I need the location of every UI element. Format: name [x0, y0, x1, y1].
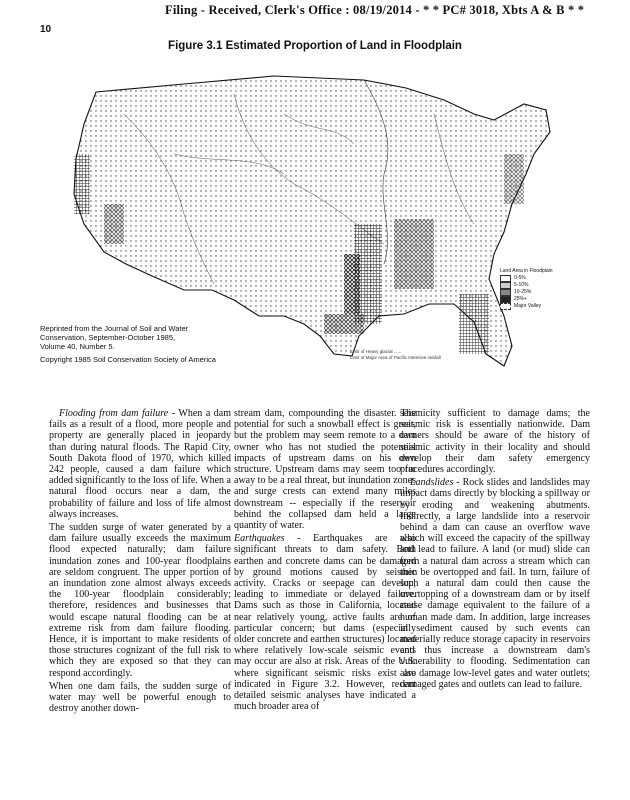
legend-item: 0-5%	[500, 275, 580, 282]
credit-line: Volume 40, Number 5.	[40, 342, 115, 351]
legend-item: Major Valley	[500, 303, 580, 310]
legend-item: 10-25%	[500, 289, 580, 296]
paragraph: Earthquakes - Earthquakes are also significant threats to dam safety. Both earthen and concrete dams can be damaged by ground motions caused by seismic activity. Cracks or seepage can develop, leading to immediate or delayed failure. Dams such as those in California, located near relatively young, active faults are of particular concern; but dams (especially older concrete and earthen structures) located where relatively low-scale seismic events may occur are also at risk. Areas of the U.S. where significant seismic risks exist are indicated in Figure 3.2. However, recent detailed seismic analyses have indicated a much broader area of	[234, 533, 416, 713]
legend-item: 5-10%	[500, 282, 580, 289]
paragraph: stream dam, compounding the disaster. The potential for such a snowball effect is great, but the problem may seem remote to a dam owner who has not studied the potential impacts of upstream dams on his own structure. Upstream dams may seem too far away to be a real threat, but inundation zones and surge crests can extend many miles downstream -- especially if the reservoir behind the collapsed dam held a large quantity of water.	[234, 408, 416, 532]
paragraph: Landslides - Rock slides and landslides may impact dams directly by blocking a spillway or by eroding and weakening abutments. Indirectly, a large landslide into a reservoir behind a dam can cause an overflow wave which will exceed the capacity of the spillway and lead to failure. A land (or mud) slide can form a natural dam across a stream which can then be overtopped and fail. In turn, failure of such a natural dam could then cause the overtopping of a downstream dam or by itself cause damage equivalent to the failure of a human made dam. In addition, large increases in sediment caused by such events can materially reduce storage capacity in reservoirs and thus increase a downstream dam's vulnerability to flooding. Sedimentation can also damage low-level gates and water outlets; damaged gates and outlets can lead to failure.	[400, 477, 590, 690]
text-column-1	[49, 408, 231, 716]
credit-line: Conservation, September-October 1985,	[40, 333, 176, 342]
map-legend	[500, 268, 580, 310]
paragraph: The sudden surge of water generated by a dam failure usually exceeds the maximum flood expected naturally; dam failure inundation zones and 100-year floodplains are seldom congruent. The upper portion of an inundation zone almost always exceeds the 100-year floodplain considerably; therefore, residences and businesses that would escape natural flooding can be at extreme risk from dam failure flooding. Hence, it is important to make residents of those structures cognizant of the full risk to which they are exposed so that they can respond accordingly.	[49, 522, 231, 679]
page-number: 10	[40, 24, 52, 35]
legend-title: Land Area in Floodplain	[500, 268, 553, 274]
filing-stamp: Filing - Received, Clerk's Office : 08/19/2014 - * * PC# 3018, Xbts A & B * *	[165, 3, 585, 17]
credit-line: Reprinted from the Journal of Soil and Water	[40, 324, 189, 333]
paragraph: seismicity sufficient to damage dams; the seismic risk is essentially nationwide. Dam owners should be aware of the history of seismic activity in their locality and should develop their dam safety emergency procedures accordingly.	[400, 408, 590, 476]
text-column-3	[400, 408, 590, 692]
legend-item: 25%+	[500, 296, 580, 303]
figure-title: Figure 3.1 Estimated Proportion of Land in Floodplain	[168, 40, 462, 52]
figure-credit	[40, 324, 188, 351]
paragraph: When one dam fails, the sudden surge of water may well be powerful enough to destroy another down-	[49, 680, 231, 715]
text-column-2	[234, 408, 416, 714]
paragraph: Flooding from dam failure - When a dam fails as a result of a flood, more people and property are generally placed in jeopardy than during natural floods. The Rapid City, South Dakota flood of 1970, which killed 242 people, caused a dam failure which added significantly to the loss of life. When a natural flood occurs near a dam, the probability of failure and loss of life almost always increases.	[49, 408, 231, 520]
figure-copyright: Copyright 1985 Soil Conservation Society of America	[40, 355, 216, 364]
map-note: Limit of Heavy glacial ...... Limit of Major Area of Pacific Intensive rainfall	[350, 349, 441, 360]
